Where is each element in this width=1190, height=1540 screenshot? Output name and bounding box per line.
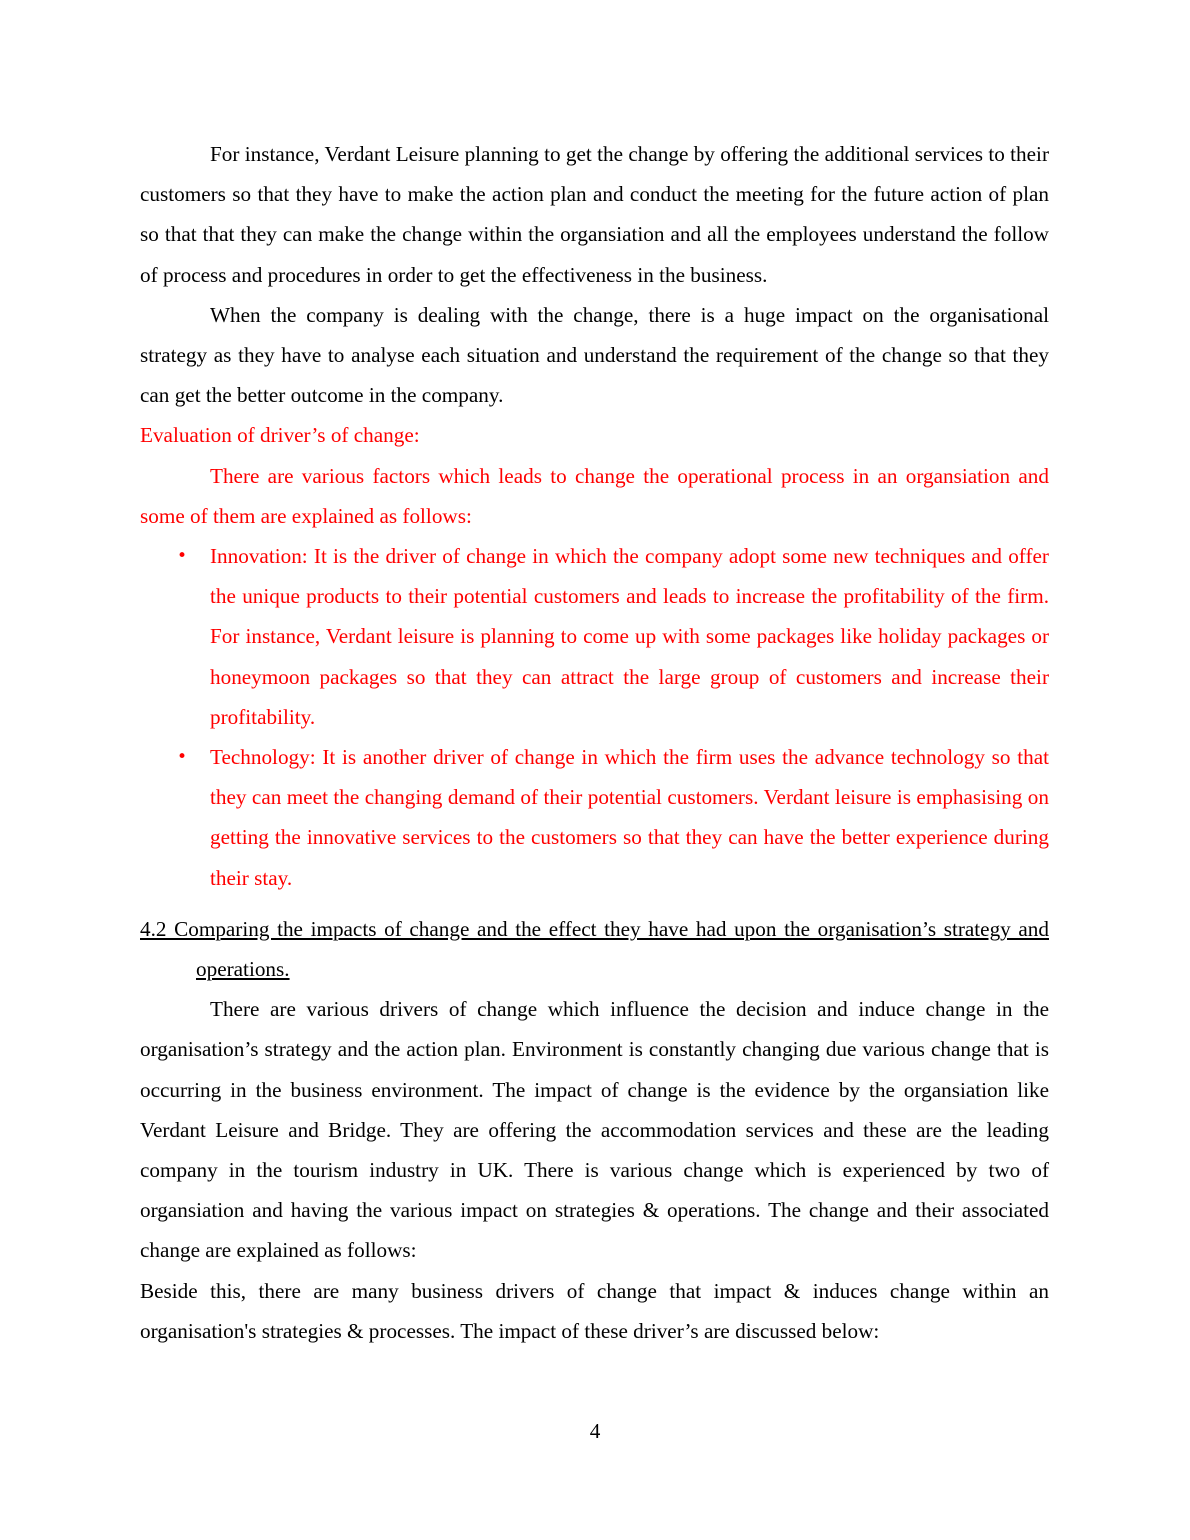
bullet-icon: • [176, 747, 188, 768]
page-body [140, 134, 1049, 1351]
paragraph-verdant-plan: For instance, Verdant Leisure planning to get the change by offering the additional services to their customers so that they have to make the action plan and conduct the meeting for the future action of plan so that that they can make the change within the organsiation and all the employees understand the follow of process and procedures in order to get the effectiveness in the business. [140, 142, 1049, 287]
bullet-icon: • [176, 546, 188, 567]
page-number: 4 [589, 1419, 601, 1443]
paragraph-drivers-impact: There are various drivers of change which influence the decision and induce change in the organisation’s strategy and the action plan. Environment is constantly changing due various change that is occurring in the business environment. The impact of change is the evidence by the organsiation like Verdant Leisure and Bridge. They are offering the accommodation services and these are the leading company in the tourism industry in UK. There is various change which is experienced by two of organsiation and having the various impact on strategies & operations. The change and their associated change are explained as follows: [140, 997, 1049, 1263]
list-item-text: Technology: It is another driver of change in which the firm uses the advance technology so that they can meet the changing demand of their potential customers. Verdant leisure is emphasising on getting the innovative services to the customers so that they can have the better experience during their stay. [210, 745, 1049, 890]
section-heading: 4.2 Comparing the impacts of change and the effect they have had upon the organisation’s strategy and operations. [140, 916, 1049, 982]
list-item-text: Innovation: It is the driver of change in which the company adopt some new techniques and offer the unique products to their potential customers and leads to increase the profitability of the firm. For instance, Verdant leisure is planning to come up with some packages like holiday packages or honeymoon packages so that they can attract the large group of customers and increase their profitability. [210, 544, 1049, 729]
paragraph-business-drivers: Beside this, there are many business drivers of change that impact & induces change within an organisation's strategies & processes. The impact of these driver’s are discussed below: [140, 1278, 1049, 1343]
paragraph-organisational-strategy: When the company is dealing with the change, there is a huge impact on the organisational strategy as they have to analyse each situation and understand the requirement of the change so that they can get the better outcome in the company. [140, 302, 1049, 408]
list-item-innovation [176, 536, 1049, 737]
drivers-heading: Evaluation of driver’s of change: [140, 423, 420, 448]
drivers-list [140, 536, 1049, 898]
drivers-intro: There are various factors which leads to change the operational process in an organsiation and some of them are explained as follows: [140, 463, 1049, 528]
list-item-technology [176, 737, 1049, 898]
